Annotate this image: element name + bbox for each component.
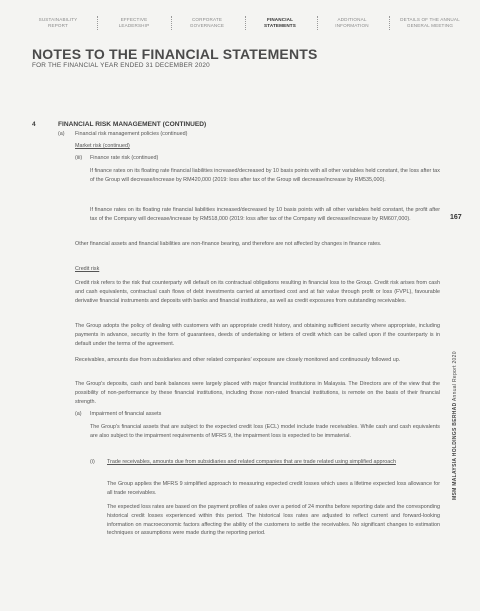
nav-divider	[389, 16, 390, 30]
section-title: FINANCIAL RISK MANAGEMENT (CONTINUED)	[58, 121, 207, 128]
subheading-market-risk: Market risk (continued)	[75, 143, 130, 149]
nav-item-sustainability-report[interactable]: SUSTAINABILITY REPORT	[38, 17, 78, 28]
paragraph: Other financial assets and financial liabilities are non-finance bearing, and therefore are not affected by changes in finance rates.	[75, 241, 382, 247]
section-number: 4	[32, 121, 36, 128]
page-number: 167	[450, 214, 462, 221]
item-label: (iii)	[75, 155, 83, 161]
paragraph: The Group adopts the policy of dealing with customers with an appropriate credit history, and obtaining sufficient security where appropriate, including payments in advance, security in the form of guarantees, deeds of undertaking or letters of credit which can be called upon if the counterparty is in default under the terms of the agreement.	[75, 323, 440, 347]
paragraph: If finance rates on its floating rate financial liabilities increased/decreased by 10 basis points with all other variables held constant, the profit after tax of the Company will decrease/increase by RM518,000 (2019: loss after tax of the Company will decrease/increase by RM607,000).	[90, 207, 440, 222]
nav-divider	[171, 16, 172, 30]
paragraph: Receivables, amounts due from subsidiaries and other related companies' exposure are closely monitored and continuously followed up.	[75, 357, 401, 363]
page-subtitle: FOR THE FINANCIAL YEAR ENDED 31 DECEMBER 2020	[32, 62, 210, 69]
paragraph: The Group's deposits, cash and bank balances were largely placed with major financial institutions in Malaysia. The Directors are of the view that the possibility of non-performance by these financial institutions, including those non-rated financial institutions, is remote on the basis of their financial strength.	[75, 381, 440, 405]
side-report-label	[452, 351, 458, 500]
nav-divider	[317, 16, 318, 30]
nav-item-additional-information[interactable]: ADDITIONAL INFORMATION	[335, 17, 369, 28]
item-label: (i)	[90, 459, 95, 465]
nav-item-effective-leadership[interactable]: EFFECTIVE LEADERSHIP	[118, 17, 150, 28]
item-label: (a)	[58, 131, 65, 137]
report-name: Annual Report 2020	[452, 351, 458, 402]
paragraph: The Group applies the MFRS 9 simplified approach to measuring expected credit losses which uses a lifetime expected loss allowance for all trade receivables.	[107, 481, 440, 496]
paragraph: If finance rates on its floating rate financial liabilities increased/decreased by 10 basis points with all other variables held constant, the loss after tax of the Group will decrease/increase by RM420,000 (2019: loss after tax of the Group will decrease/increase by RM535,000).	[90, 168, 440, 183]
section-nav	[32, 17, 464, 37]
nav-item-annual-general-meeting[interactable]: DETAILS OF THE ANNUAL GENERAL MEETING	[400, 17, 460, 28]
subsection-title: Financial risk management policies (continued)	[75, 131, 188, 137]
paragraph: The Group's financial assets that are subject to the expected credit loss (ECL) model include trade receivables. While cash and cash equivalents are also subject to the impairment requirements of MFRS 9, the impairment loss is expected to be immaterial.	[90, 424, 440, 439]
nav-item-corporate-governance[interactable]: CORPORATE GOVERNANCE	[189, 17, 225, 28]
subsection-title: Impairment of financial assets	[90, 411, 162, 417]
nav-item-financial-statements[interactable]: FINANCIAL STATEMENTS	[264, 17, 296, 28]
company-name: MSM MALAYSIA HOLDINGS BERHAD	[452, 402, 458, 500]
nav-divider	[97, 16, 98, 30]
subsection-title: Trade receivables, amounts due from subsidiaries and related companies that are trade related using simplified approach	[107, 459, 396, 465]
subsection-title: Finance rate risk (continued)	[90, 155, 159, 161]
item-label: (a)	[75, 411, 82, 417]
nav-divider	[245, 16, 246, 30]
subheading-credit-risk: Credit risk	[75, 266, 100, 272]
page-title: NOTES TO THE FINANCIAL STATEMENTS	[32, 46, 318, 62]
paragraph: Credit risk refers to the risk that counterparty will default on its contractual obligations resulting in financial loss to the Group. Credit risk arises from cash and cash equivalents, contractual cash flows of debt investments carried at amortised cost and at fair value through profit or loss (FVPL), favourable derivative financial instruments and deposits with banks and financial institutions, as well as credit exposures from outstanding receivables.	[75, 280, 440, 304]
paragraph: The expected loss rates are based on the payment profiles of sales over a period of 24 months before reporting date and the corresponding historical credit losses experienced within this period. The historical loss rates are adjusted to reflect current and forward-looking information on macroeconomic factors affecting the ability of the customers to settle the receivables. No significant changes to estimation techniques or assumptions were made during the reporting period.	[107, 504, 440, 537]
